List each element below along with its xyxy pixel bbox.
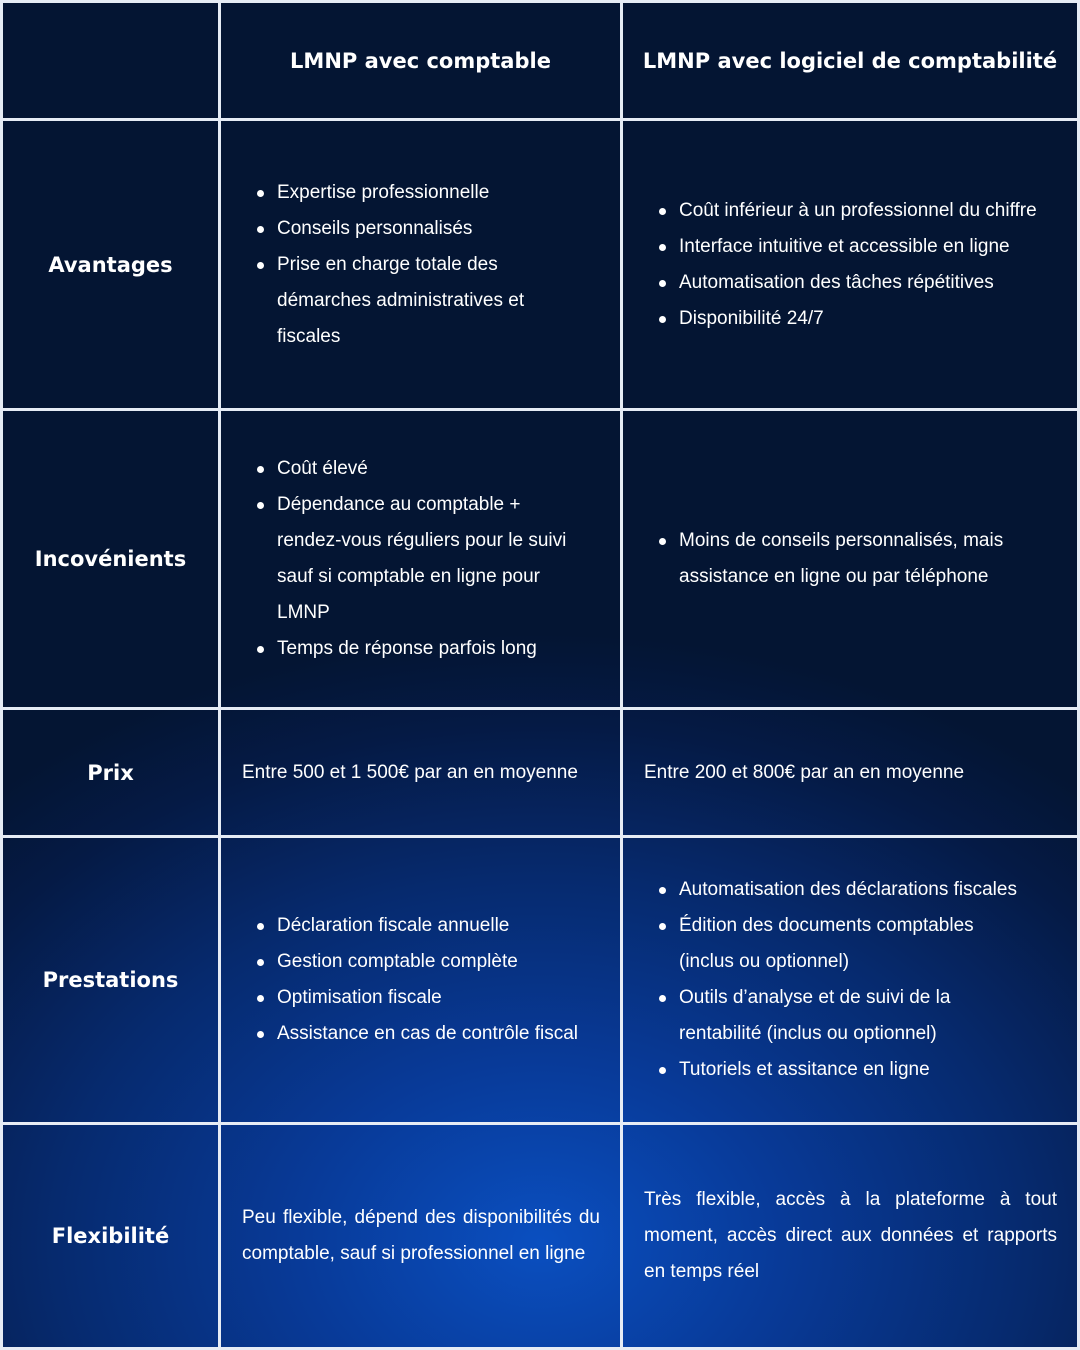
list-item: Optimisation fiscale xyxy=(277,980,578,1016)
bullet-list xyxy=(643,193,1057,337)
list-item: Interface intuitive et accessible en ligne xyxy=(679,229,1057,265)
list-item: Automatisation des tâches répétitives xyxy=(679,265,1057,301)
cell-inconvenients-comptable xyxy=(221,411,623,710)
row-label-flexibilite: Flexibilité xyxy=(0,1125,221,1350)
list-item: Déclaration fiscale annuelle xyxy=(277,908,578,944)
list-item: Coût élevé xyxy=(277,451,600,487)
column-header-comptable: LMNP avec comptable xyxy=(221,0,623,121)
cell-flexibilite-logiciel: Très flexible, accès à la plateforme à tout moment, accès direct aux données et rapports en temps réel xyxy=(623,1125,1080,1350)
column-header-logiciel: LMNP avec logiciel de comptabilité xyxy=(623,0,1080,121)
cell-prestations-logiciel xyxy=(623,838,1080,1125)
corner-cell xyxy=(0,0,221,121)
bullet-list xyxy=(643,872,1057,1088)
cell-avantages-comptable xyxy=(221,121,623,411)
list-item: Automatisation des déclarations fiscales xyxy=(679,872,1057,908)
bullet-list xyxy=(643,523,1057,595)
cell-prix-logiciel: Entre 200 et 800€ par an en moyenne xyxy=(623,710,1080,838)
list-item: Temps de réponse parfois long xyxy=(277,631,600,667)
list-item: Disponibilité 24/7 xyxy=(679,301,1057,337)
row-label-avantages: Avantages xyxy=(0,121,221,411)
list-item: Moins de conseils personnalisés, mais assistance en ligne ou par téléphone xyxy=(679,523,1057,595)
list-item: Outils d’analyse et de suivi de la rentabilité (inclus ou optionnel) xyxy=(679,980,1057,1052)
list-item: Dépendance au comptable + rendez-vous réguliers pour le suivi sauf si comptable en ligne pour LMNP xyxy=(277,487,600,631)
cell-avantages-logiciel xyxy=(623,121,1080,411)
cell-prix-comptable: Entre 500 et 1 500€ par an en moyenne xyxy=(221,710,623,838)
list-item: Gestion comptable complète xyxy=(277,944,578,980)
list-item: Tutoriels et assitance en ligne xyxy=(679,1052,1057,1088)
row-label-inconvenients: Incovénients xyxy=(0,411,221,710)
list-item: Prise en charge totale des démarches administratives et fiscales xyxy=(277,247,600,355)
list-item: Conseils personnalisés xyxy=(277,211,600,247)
list-item: Coût inférieur à un professionnel du chiffre xyxy=(679,193,1057,229)
cell-inconvenients-logiciel xyxy=(623,411,1080,710)
list-item: Expertise professionnelle xyxy=(277,175,600,211)
bullet-list xyxy=(241,908,578,1052)
list-item: Édition des documents comptables (inclus ou optionnel) xyxy=(679,908,1057,980)
bullet-list xyxy=(241,175,600,355)
list-item: Assistance en cas de contrôle fiscal xyxy=(277,1016,578,1052)
cell-flexibilite-comptable: Peu flexible, dépend des disponibilités du comptable, sauf si professionnel en ligne xyxy=(221,1125,623,1350)
cell-prestations-comptable xyxy=(221,838,623,1125)
row-label-prestations: Prestations xyxy=(0,838,221,1125)
bullet-list xyxy=(241,451,600,667)
row-label-prix: Prix xyxy=(0,710,221,838)
